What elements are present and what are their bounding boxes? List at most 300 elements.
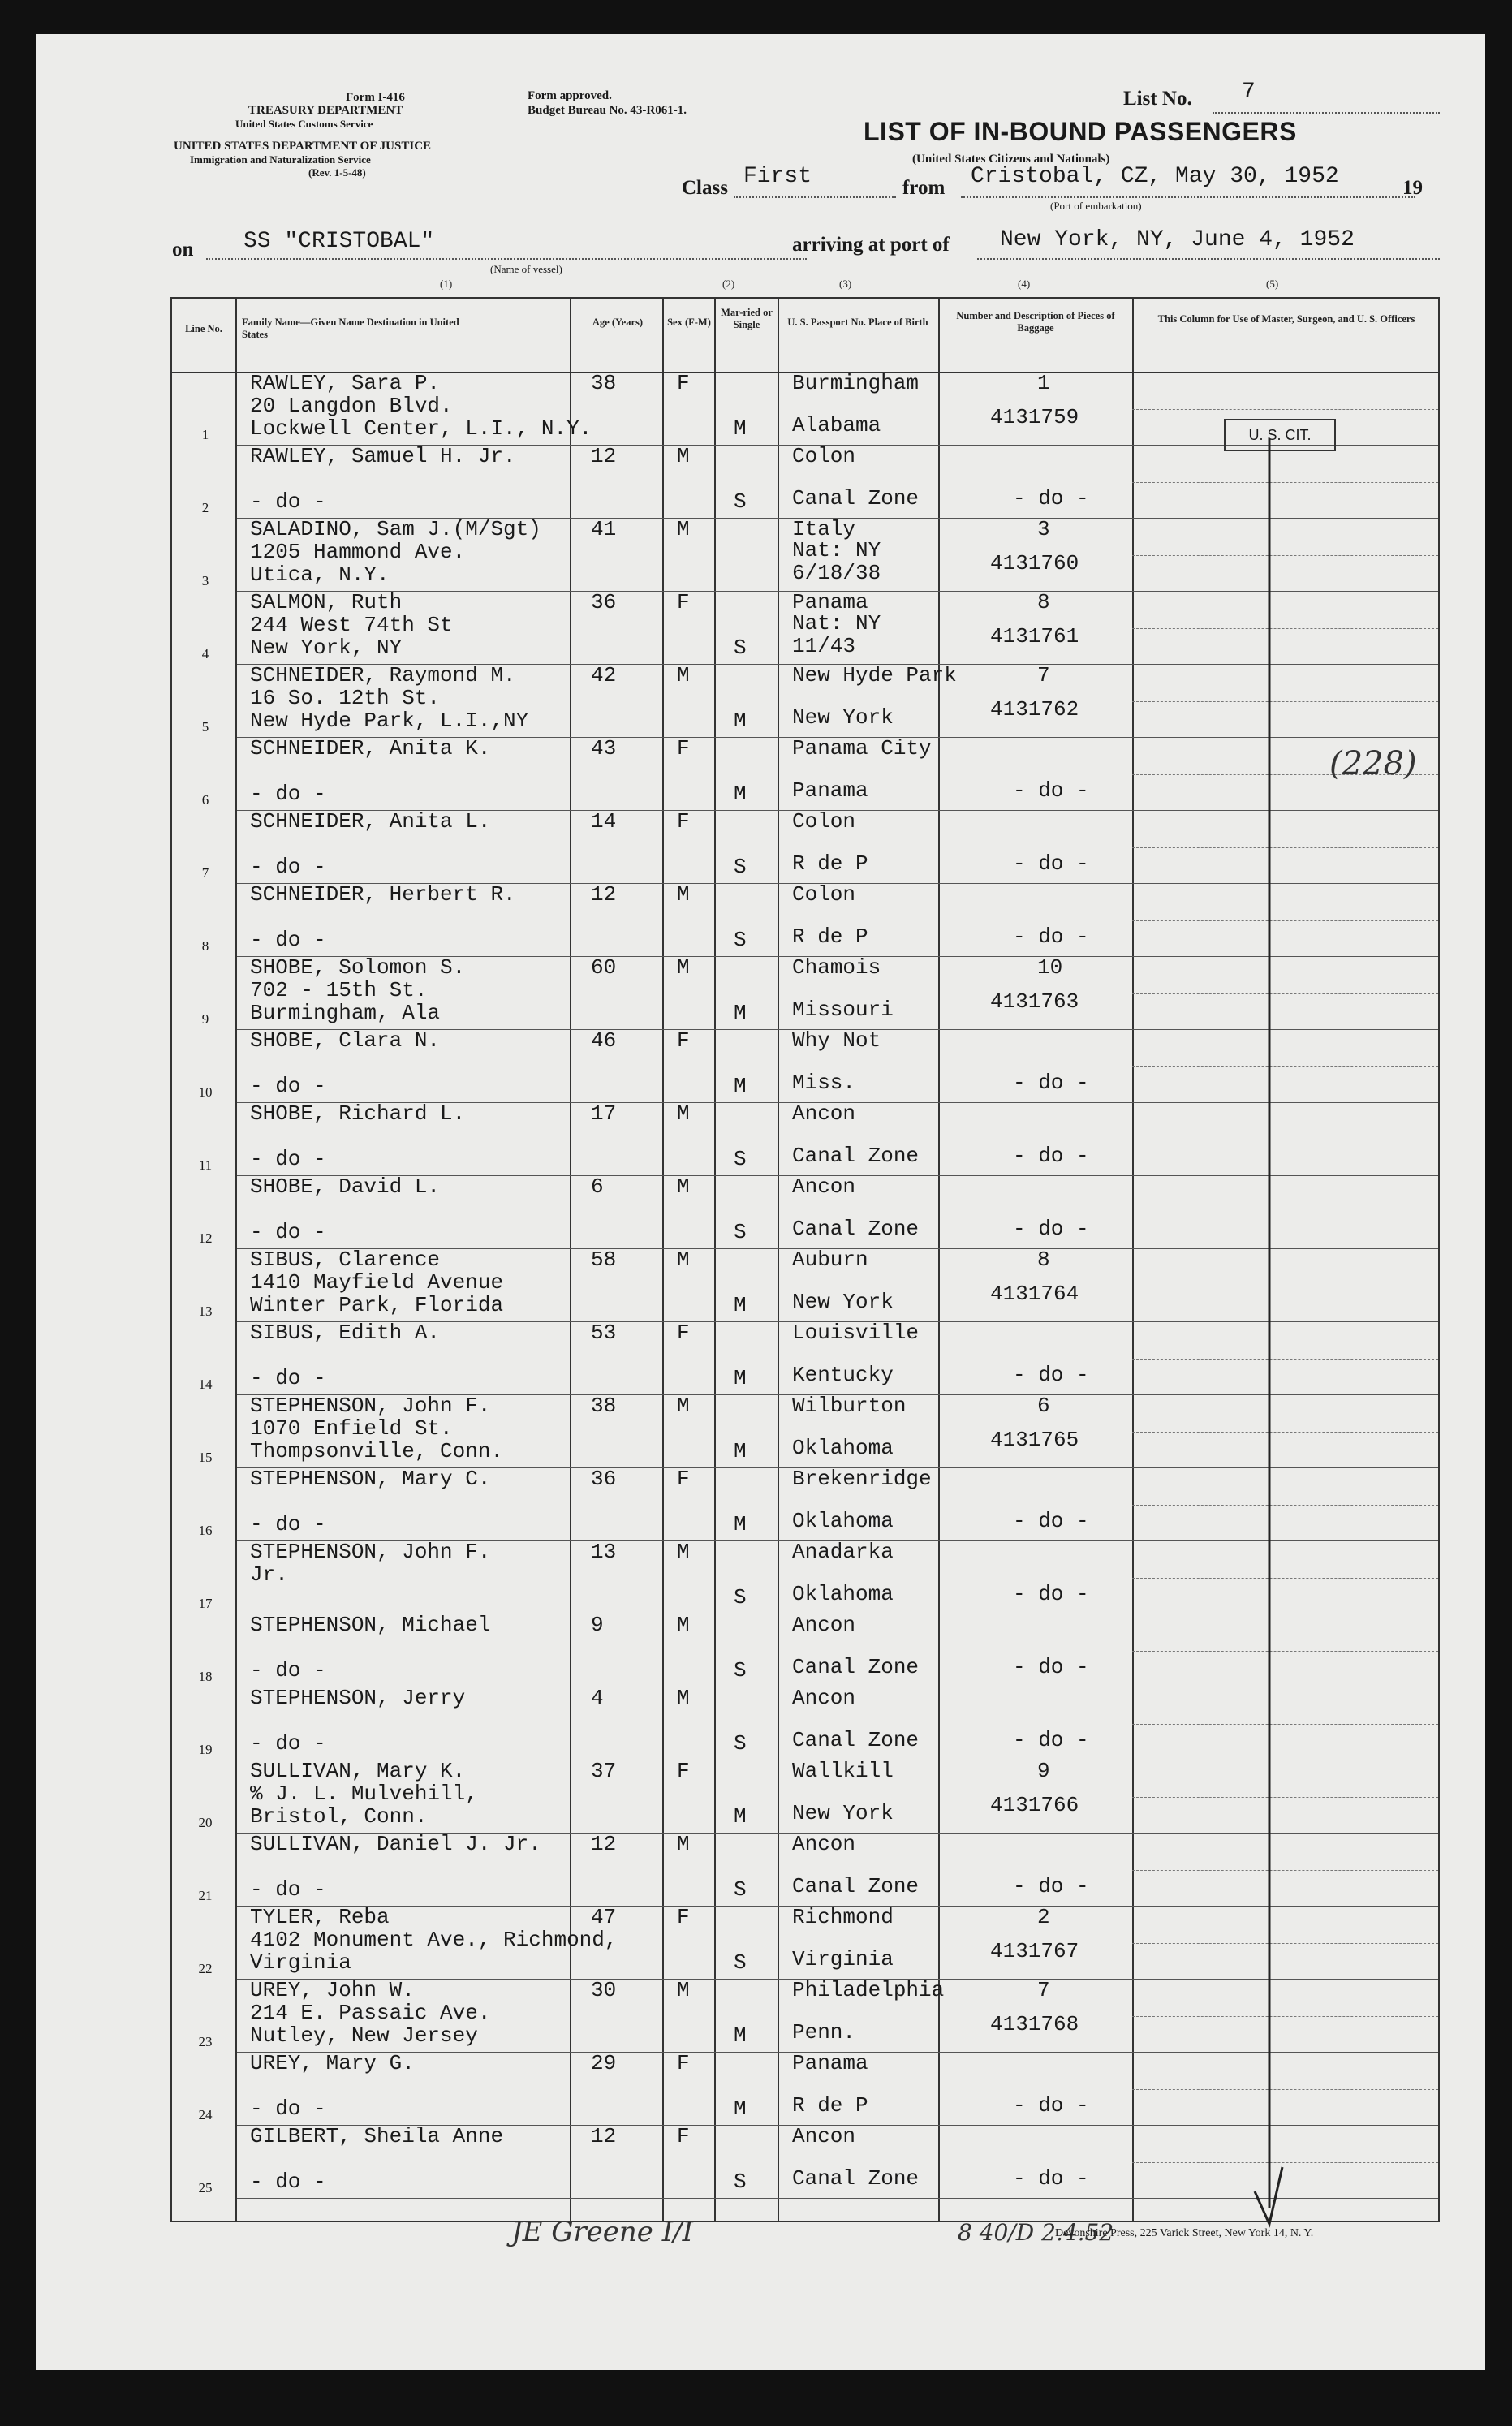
- marital-status: S: [734, 1877, 747, 1902]
- marital-status: M: [734, 416, 747, 441]
- birthplace-city: New Hyde Park: [792, 663, 957, 687]
- birthplace-city: Ancon: [792, 2124, 856, 2148]
- destination-city: New Hyde Park, L.I.,NY: [250, 709, 529, 733]
- birthplace-state: Panama: [792, 778, 868, 803]
- destination-city: Nutley, New Jersey: [250, 2023, 478, 2048]
- sex: M: [677, 517, 690, 541]
- marital-status: M: [734, 1512, 747, 1536]
- passenger-name: RAWLEY, Sara P.: [250, 371, 441, 395]
- passenger-name: SCHNEIDER, Raymond M.: [250, 663, 516, 687]
- baggage-tag: - do -: [1013, 1509, 1089, 1533]
- table-row: [172, 446, 1438, 519]
- birthplace-city: Ancon: [792, 1686, 856, 1710]
- passenger-name: SIBUS, Edith A.: [250, 1321, 441, 1345]
- passenger-name: SHOBE, Richard L.: [250, 1101, 466, 1126]
- line-number: 18: [198, 1669, 213, 1684]
- line-number: 5: [201, 719, 209, 735]
- marital-status: S: [734, 1585, 747, 1609]
- baggage-tag: - do -: [1013, 2093, 1089, 2118]
- margin-note: (228): [1329, 745, 1417, 782]
- birthplace-state: New York: [792, 1801, 894, 1825]
- baggage-count: 8: [1037, 1247, 1050, 1272]
- line-number: 21: [198, 1888, 213, 1903]
- birthplace-state: New York: [792, 1290, 894, 1314]
- birthplace-city: Brekenridge: [792, 1467, 932, 1491]
- marital-status: M: [734, 2096, 747, 2121]
- sex: M: [677, 882, 690, 907]
- line-number: 3: [201, 573, 209, 588]
- marital-status: M: [734, 2023, 747, 2048]
- on-label: on: [172, 239, 194, 261]
- table-row: [172, 1469, 1438, 1542]
- passenger-name: SHOBE, Clara N.: [250, 1028, 441, 1053]
- line-number: 23: [198, 2034, 213, 2049]
- destination-city: - do -: [250, 928, 326, 952]
- baggage-tag: 4131763: [990, 989, 1079, 1014]
- age: 12: [591, 444, 617, 468]
- age: 47: [591, 1905, 617, 1929]
- table-row: [172, 2053, 1438, 2127]
- header-line-no: Line No.: [185, 323, 222, 334]
- table-row: [172, 519, 1438, 592]
- marital-status: M: [734, 1293, 747, 1317]
- inspector-signature: JE Greene I/I: [511, 2216, 694, 2248]
- line-number: 6: [201, 792, 209, 808]
- sex: M: [677, 955, 690, 980]
- destination-street: 1070 Enfield St.: [250, 1416, 453, 1441]
- table-row: [172, 882, 1438, 958]
- birthplace-city: Chamois: [792, 955, 881, 980]
- vessel-caption: (Name of vessel): [490, 263, 562, 275]
- age: 37: [591, 1759, 617, 1783]
- birthplace-city: Colon: [792, 882, 856, 907]
- baggage-count: 7: [1037, 1978, 1050, 2002]
- destination-city: - do -: [250, 1074, 326, 1098]
- line-number: 11: [198, 1157, 213, 1173]
- destination-street: 244 West 74th St: [250, 613, 453, 637]
- birthplace-state: Missouri: [792, 998, 894, 1022]
- year-suffix: 19: [1402, 177, 1423, 199]
- table-row: [172, 663, 1438, 739]
- passenger-name: SULLIVAN, Daniel J. Jr.: [250, 1832, 541, 1856]
- destination-city: - do -: [250, 1220, 326, 1244]
- sex: F: [677, 1759, 690, 1783]
- marital-status: M: [734, 709, 747, 733]
- birthplace-city: Italy: [792, 517, 856, 541]
- age: 29: [591, 2051, 617, 2075]
- marital-status: M: [734, 1366, 747, 1390]
- birthplace-city: Auburn: [792, 1247, 868, 1272]
- destination-city: - do -: [250, 855, 326, 879]
- table-row: [172, 1980, 1438, 2053]
- line-number: 1: [201, 427, 209, 442]
- passenger-name: SCHNEIDER, Herbert R.: [250, 882, 516, 907]
- age: 14: [591, 809, 617, 834]
- age: 12: [591, 882, 617, 907]
- passenger-name: TYLER, Reba: [250, 1905, 390, 1929]
- destination-city: - do -: [250, 1147, 326, 1171]
- line-number: 16: [198, 1523, 213, 1538]
- passenger-name: SHOBE, Solomon S.: [250, 955, 466, 980]
- sex: M: [677, 1394, 690, 1418]
- marital-status: S: [734, 1950, 747, 1975]
- baggage-tag: - do -: [1013, 1655, 1089, 1679]
- age: 4: [591, 1686, 604, 1710]
- birthplace-city: Colon: [792, 809, 856, 834]
- header-age: Age (Years): [592, 317, 644, 328]
- destination-street: 4102 Monument Ave., Richmond,: [250, 1928, 618, 1952]
- baggage-tag: 4131767: [990, 1939, 1079, 1963]
- baggage-tag: - do -: [1013, 1582, 1089, 1606]
- line-number: 9: [201, 1011, 209, 1027]
- baggage-count: 10: [1037, 955, 1063, 980]
- from-value: Cristobal, CZ, May 30, 1952: [971, 164, 1339, 189]
- destination-city: Utica, N.Y.: [250, 562, 390, 587]
- passenger-name: SULLIVAN, Mary K.: [250, 1759, 466, 1783]
- baggage-count: 8: [1037, 590, 1050, 614]
- baggage-count: 3: [1037, 517, 1050, 541]
- baggage-tag: 4131760: [990, 551, 1079, 575]
- destination-city: Burmingham, Ala: [250, 1001, 441, 1025]
- line-number: 20: [198, 1815, 213, 1830]
- destination-street: 214 E. Passaic Ave.: [250, 2001, 491, 2025]
- baggage-tag: 4131766: [990, 1793, 1079, 1817]
- vessel-name: SS "CRISTOBAL": [243, 229, 435, 254]
- destination-city: New York, NY: [250, 636, 403, 660]
- destination-city: - do -: [250, 1877, 326, 1902]
- line-number: 2: [201, 500, 209, 515]
- destination-street: 702 - 15th St.: [250, 978, 428, 1002]
- age: 9: [591, 1613, 604, 1637]
- destination-city: - do -: [250, 2096, 326, 2121]
- age: 36: [591, 590, 617, 614]
- birthplace-city: Ancon: [792, 1101, 856, 1126]
- table-row: [172, 1615, 1438, 1688]
- birthplace-city: Panama City: [792, 736, 932, 761]
- age: 41: [591, 517, 617, 541]
- birthplace-state: Nat: NY: [792, 538, 881, 562]
- header-officers: This Column for Use of Master, Surgeon, and U. S. Officers: [1157, 313, 1415, 325]
- baggage-tag: - do -: [1013, 2166, 1089, 2191]
- table-row: [172, 1101, 1438, 1177]
- destination-street: Jr.: [250, 1562, 288, 1587]
- sex: M: [677, 1247, 690, 1272]
- baggage-tag: 4131762: [990, 697, 1079, 722]
- header-name: Family Name—Given Name Destination in United States: [242, 317, 459, 340]
- us-citizen-stamp: U. S. CIT.: [1224, 419, 1336, 451]
- inspector-initials: 8 40/D 2.4.52: [958, 2219, 1114, 2246]
- table-row: [172, 2124, 1438, 2200]
- table-row: [172, 1688, 1438, 1761]
- birthplace-state: Nat: NY: [792, 611, 881, 636]
- sex: F: [677, 1321, 690, 1345]
- line-number: 14: [198, 1377, 213, 1392]
- marital-status: M: [734, 782, 747, 806]
- passenger-name: STEPHENSON, Michael: [250, 1613, 491, 1637]
- birthplace-city: Colon: [792, 444, 856, 468]
- destination-street: 1410 Mayfield Avenue: [250, 1270, 504, 1295]
- officer-row-line: [1132, 409, 1438, 410]
- form-subtitle: (United States Citizens and Nationals): [912, 153, 1110, 166]
- baggage-tag: - do -: [1013, 486, 1089, 511]
- line-number: 15: [198, 1450, 213, 1465]
- justice-department: UNITED STATES DEPARTMENT OF JUSTICE: [174, 140, 432, 153]
- baggage-tag: - do -: [1013, 778, 1089, 803]
- line-number: 4: [201, 646, 209, 661]
- birthplace-state: Canal Zone: [792, 486, 920, 511]
- age: 42: [591, 663, 617, 687]
- age: 13: [591, 1540, 617, 1564]
- birthplace-state: Penn.: [792, 2020, 856, 2045]
- age: 36: [591, 1467, 617, 1491]
- marital-status: M: [734, 1074, 747, 1098]
- birthplace-state: Kentucky: [792, 1363, 894, 1387]
- age: 46: [591, 1028, 617, 1053]
- line-number: 24: [198, 2107, 213, 2122]
- destination-city: Bristol, Conn.: [250, 1804, 428, 1829]
- destination-street: 1205 Hammond Ave.: [250, 540, 466, 564]
- birthplace-city: Why Not: [792, 1028, 881, 1053]
- birthplace-state: New York: [792, 705, 894, 730]
- col-num-5: (5): [1266, 278, 1279, 290]
- passenger-name: STEPHENSON, Mary C.: [250, 1467, 491, 1491]
- passenger-name: SHOBE, David L.: [250, 1174, 441, 1199]
- table-row: [172, 1761, 1438, 1834]
- table-row: [172, 736, 1438, 812]
- marital-status: S: [734, 1220, 747, 1244]
- birthplace-city: Ancon: [792, 1174, 856, 1199]
- passenger-name: GILBERT, Sheila Anne: [250, 2124, 504, 2148]
- baggage-tag: 4131761: [990, 624, 1079, 649]
- marital-status: S: [734, 2170, 747, 2194]
- header-baggage: Number and Description of Pieces of Baggage: [956, 310, 1115, 334]
- sex: M: [677, 1101, 690, 1126]
- printer-credit: Devonshire Press, 225 Varick Street, New York 14, N. Y.: [1055, 2227, 1314, 2239]
- col-num-3: (3): [839, 278, 852, 290]
- marital-status: S: [734, 928, 747, 952]
- sex: F: [677, 809, 690, 834]
- line-number: 19: [198, 1742, 213, 1757]
- table-row: [172, 1396, 1438, 1469]
- form-approved: Form approved.: [528, 89, 612, 102]
- baggage-count: 7: [1037, 663, 1050, 687]
- sex: M: [677, 1540, 690, 1564]
- birthplace-state: R de P: [792, 2093, 868, 2118]
- line-number: 7: [201, 865, 209, 881]
- sex: M: [677, 1613, 690, 1637]
- birthplace-city: Ancon: [792, 1613, 856, 1637]
- list-no-label: List No.: [1123, 88, 1192, 110]
- sex: F: [677, 736, 690, 761]
- destination-city: - do -: [250, 1731, 326, 1756]
- sex: M: [677, 1174, 690, 1199]
- sex: M: [677, 444, 690, 468]
- birthplace-city: Burmingham: [792, 371, 920, 395]
- birthplace-state: R de P: [792, 851, 868, 876]
- passenger-name: SCHNEIDER, Anita L.: [250, 809, 491, 834]
- birthplace-state: Alabama: [792, 413, 881, 437]
- col-num-2: (2): [722, 278, 735, 290]
- destination-city: - do -: [250, 1658, 326, 1683]
- destination-city: - do -: [250, 782, 326, 806]
- birthplace-state: Virginia: [792, 1947, 894, 1971]
- birthplace-city: Ancon: [792, 1832, 856, 1856]
- passenger-name: SALMON, Ruth: [250, 590, 403, 614]
- destination-city: - do -: [250, 2170, 326, 2194]
- destination-city: Lockwell Center, L.I., N.Y.: [250, 416, 592, 441]
- baggage-tag: - do -: [1013, 924, 1089, 949]
- age: 12: [591, 2124, 617, 2148]
- sex: M: [677, 663, 690, 687]
- table-row: [172, 809, 1438, 885]
- baggage-tag: 4131768: [990, 2012, 1079, 2036]
- baggage-tag: - do -: [1013, 1217, 1089, 1241]
- passenger-name: UREY, John W.: [250, 1978, 415, 2002]
- passenger-name: UREY, Mary G.: [250, 2051, 415, 2075]
- marital-status: M: [734, 1001, 747, 1025]
- birthplace-city: Philadelphia: [792, 1978, 945, 2002]
- destination-street: 20 Langdon Blvd.: [250, 394, 453, 418]
- class-value: First: [743, 164, 812, 189]
- birthplace-state: Canal Zone: [792, 1728, 920, 1752]
- naturalization-date: 6/18/38: [792, 561, 881, 585]
- arriving-label: arriving at port of: [792, 234, 950, 256]
- destination-city: - do -: [250, 489, 326, 514]
- age: 58: [591, 1247, 617, 1272]
- destination-city: Winter Park, Florida: [250, 1293, 504, 1317]
- from-label: from: [902, 177, 946, 199]
- passenger-name: SIBUS, Clarence: [250, 1247, 441, 1272]
- birthplace-city: Louisville: [792, 1321, 920, 1345]
- table-row: [172, 1542, 1438, 1615]
- marital-status: S: [734, 1658, 747, 1683]
- budget-bureau: Budget Bureau No. 43-R061-1.: [528, 104, 687, 117]
- line-number: 13: [198, 1303, 213, 1319]
- col-num-1: (1): [440, 278, 453, 290]
- birthplace-city: Panama: [792, 590, 868, 614]
- immigration-service: Immigration and Naturalization Service: [190, 153, 371, 166]
- birthplace-city: Wallkill: [792, 1759, 894, 1783]
- header-sex: Sex (F-M): [667, 317, 711, 328]
- sex: F: [677, 1905, 690, 1929]
- table-row: [172, 955, 1438, 1031]
- age: 38: [591, 371, 617, 395]
- age: 12: [591, 1832, 617, 1856]
- passenger-name: STEPHENSON, Jerry: [250, 1686, 466, 1710]
- baggage-tag: 4131764: [990, 1282, 1079, 1306]
- line-number: 25: [198, 2180, 213, 2195]
- birthplace-city: Richmond: [792, 1905, 894, 1929]
- form-title: LIST OF IN-BOUND PASSENGERS: [864, 117, 1297, 146]
- table-row: [172, 1174, 1438, 1250]
- birthplace-state: Oklahoma: [792, 1509, 894, 1533]
- marital-status: S: [734, 1731, 747, 1756]
- sex: F: [677, 2124, 690, 2148]
- age: 53: [591, 1321, 617, 1345]
- class-label: Class: [682, 177, 728, 199]
- treasury-department: TREASURY DEPARTMENT: [248, 104, 403, 117]
- baggage-count: 2: [1037, 1905, 1050, 1929]
- marital-status: S: [734, 636, 747, 660]
- baggage-tag: - do -: [1013, 1363, 1089, 1387]
- table-row: [172, 1834, 1438, 1907]
- birthplace-state: Canal Zone: [792, 1874, 920, 1898]
- baggage-count: 9: [1037, 1759, 1050, 1783]
- line-number: 17: [198, 1596, 213, 1611]
- birthplace-state: Miss.: [792, 1071, 856, 1095]
- age: 6: [591, 1174, 604, 1199]
- passenger-name: RAWLEY, Samuel H. Jr.: [250, 444, 516, 468]
- sex: F: [677, 371, 690, 395]
- destination-city: Thompsonville, Conn.: [250, 1439, 504, 1463]
- sex: M: [677, 1686, 690, 1710]
- line-number: 22: [198, 1961, 213, 1976]
- sex: M: [677, 1832, 690, 1856]
- birthplace-city: Panama: [792, 2051, 868, 2075]
- passenger-name: STEPHENSON, John F.: [250, 1540, 491, 1564]
- header-married: Mar-ried or Single: [721, 307, 773, 330]
- sex: M: [677, 1978, 690, 2002]
- baggage-tag: - do -: [1013, 1144, 1089, 1168]
- destination-street: 16 So. 12th St.: [250, 686, 441, 710]
- passenger-name: SALADINO, Sam J.(M/Sgt): [250, 517, 541, 541]
- marital-status: S: [734, 489, 747, 514]
- passenger-name: SCHNEIDER, Anita K.: [250, 736, 491, 761]
- header-passport: U. S. Passport No. Place of Birth: [787, 317, 928, 328]
- table-row: [172, 1247, 1438, 1323]
- line-number: 12: [198, 1230, 213, 1246]
- marital-status: M: [734, 1804, 747, 1829]
- sex: F: [677, 1467, 690, 1491]
- table-row: [172, 1323, 1438, 1396]
- age: 17: [591, 1101, 617, 1126]
- age: 60: [591, 955, 617, 980]
- sex: F: [677, 1028, 690, 1053]
- customs-service: United States Customs Service: [235, 118, 373, 130]
- check-line: [1250, 438, 1299, 2240]
- baggage-tag: - do -: [1013, 851, 1089, 876]
- age: 43: [591, 736, 617, 761]
- birthplace-state: Oklahoma: [792, 1436, 894, 1460]
- baggage-tag: - do -: [1013, 1728, 1089, 1752]
- baggage-tag: - do -: [1013, 1874, 1089, 1898]
- birthplace-state: Oklahoma: [792, 1582, 894, 1606]
- age: 38: [591, 1394, 617, 1418]
- passenger-name: STEPHENSON, John F.: [250, 1394, 491, 1418]
- destination-city: - do -: [250, 1512, 326, 1536]
- baggage-tag: - do -: [1013, 1071, 1089, 1095]
- table-row: [172, 592, 1438, 666]
- birthplace-city: Anadarka: [792, 1540, 894, 1564]
- destination-city: Virginia: [250, 1950, 351, 1975]
- form-number: Form I-416: [346, 91, 405, 104]
- table-row: [172, 1028, 1438, 1104]
- birthplace-state: Canal Zone: [792, 1217, 920, 1241]
- baggage-tag: 4131759: [990, 405, 1079, 429]
- baggage-count: 6: [1037, 1394, 1050, 1418]
- form-revision: (Rev. 1-5-48): [308, 166, 366, 179]
- baggage-count: 1: [1037, 371, 1050, 395]
- destination-street: % J. L. Mulvehill,: [250, 1782, 478, 1806]
- birthplace-state: R de P: [792, 924, 868, 949]
- marital-status: S: [734, 855, 747, 879]
- sex: F: [677, 590, 690, 614]
- marital-status: M: [734, 1439, 747, 1463]
- birthplace-city: Wilburton: [792, 1394, 907, 1418]
- line-number: 8: [201, 938, 209, 954]
- baggage-tag: 4131765: [990, 1428, 1079, 1452]
- marital-status: S: [734, 1147, 747, 1171]
